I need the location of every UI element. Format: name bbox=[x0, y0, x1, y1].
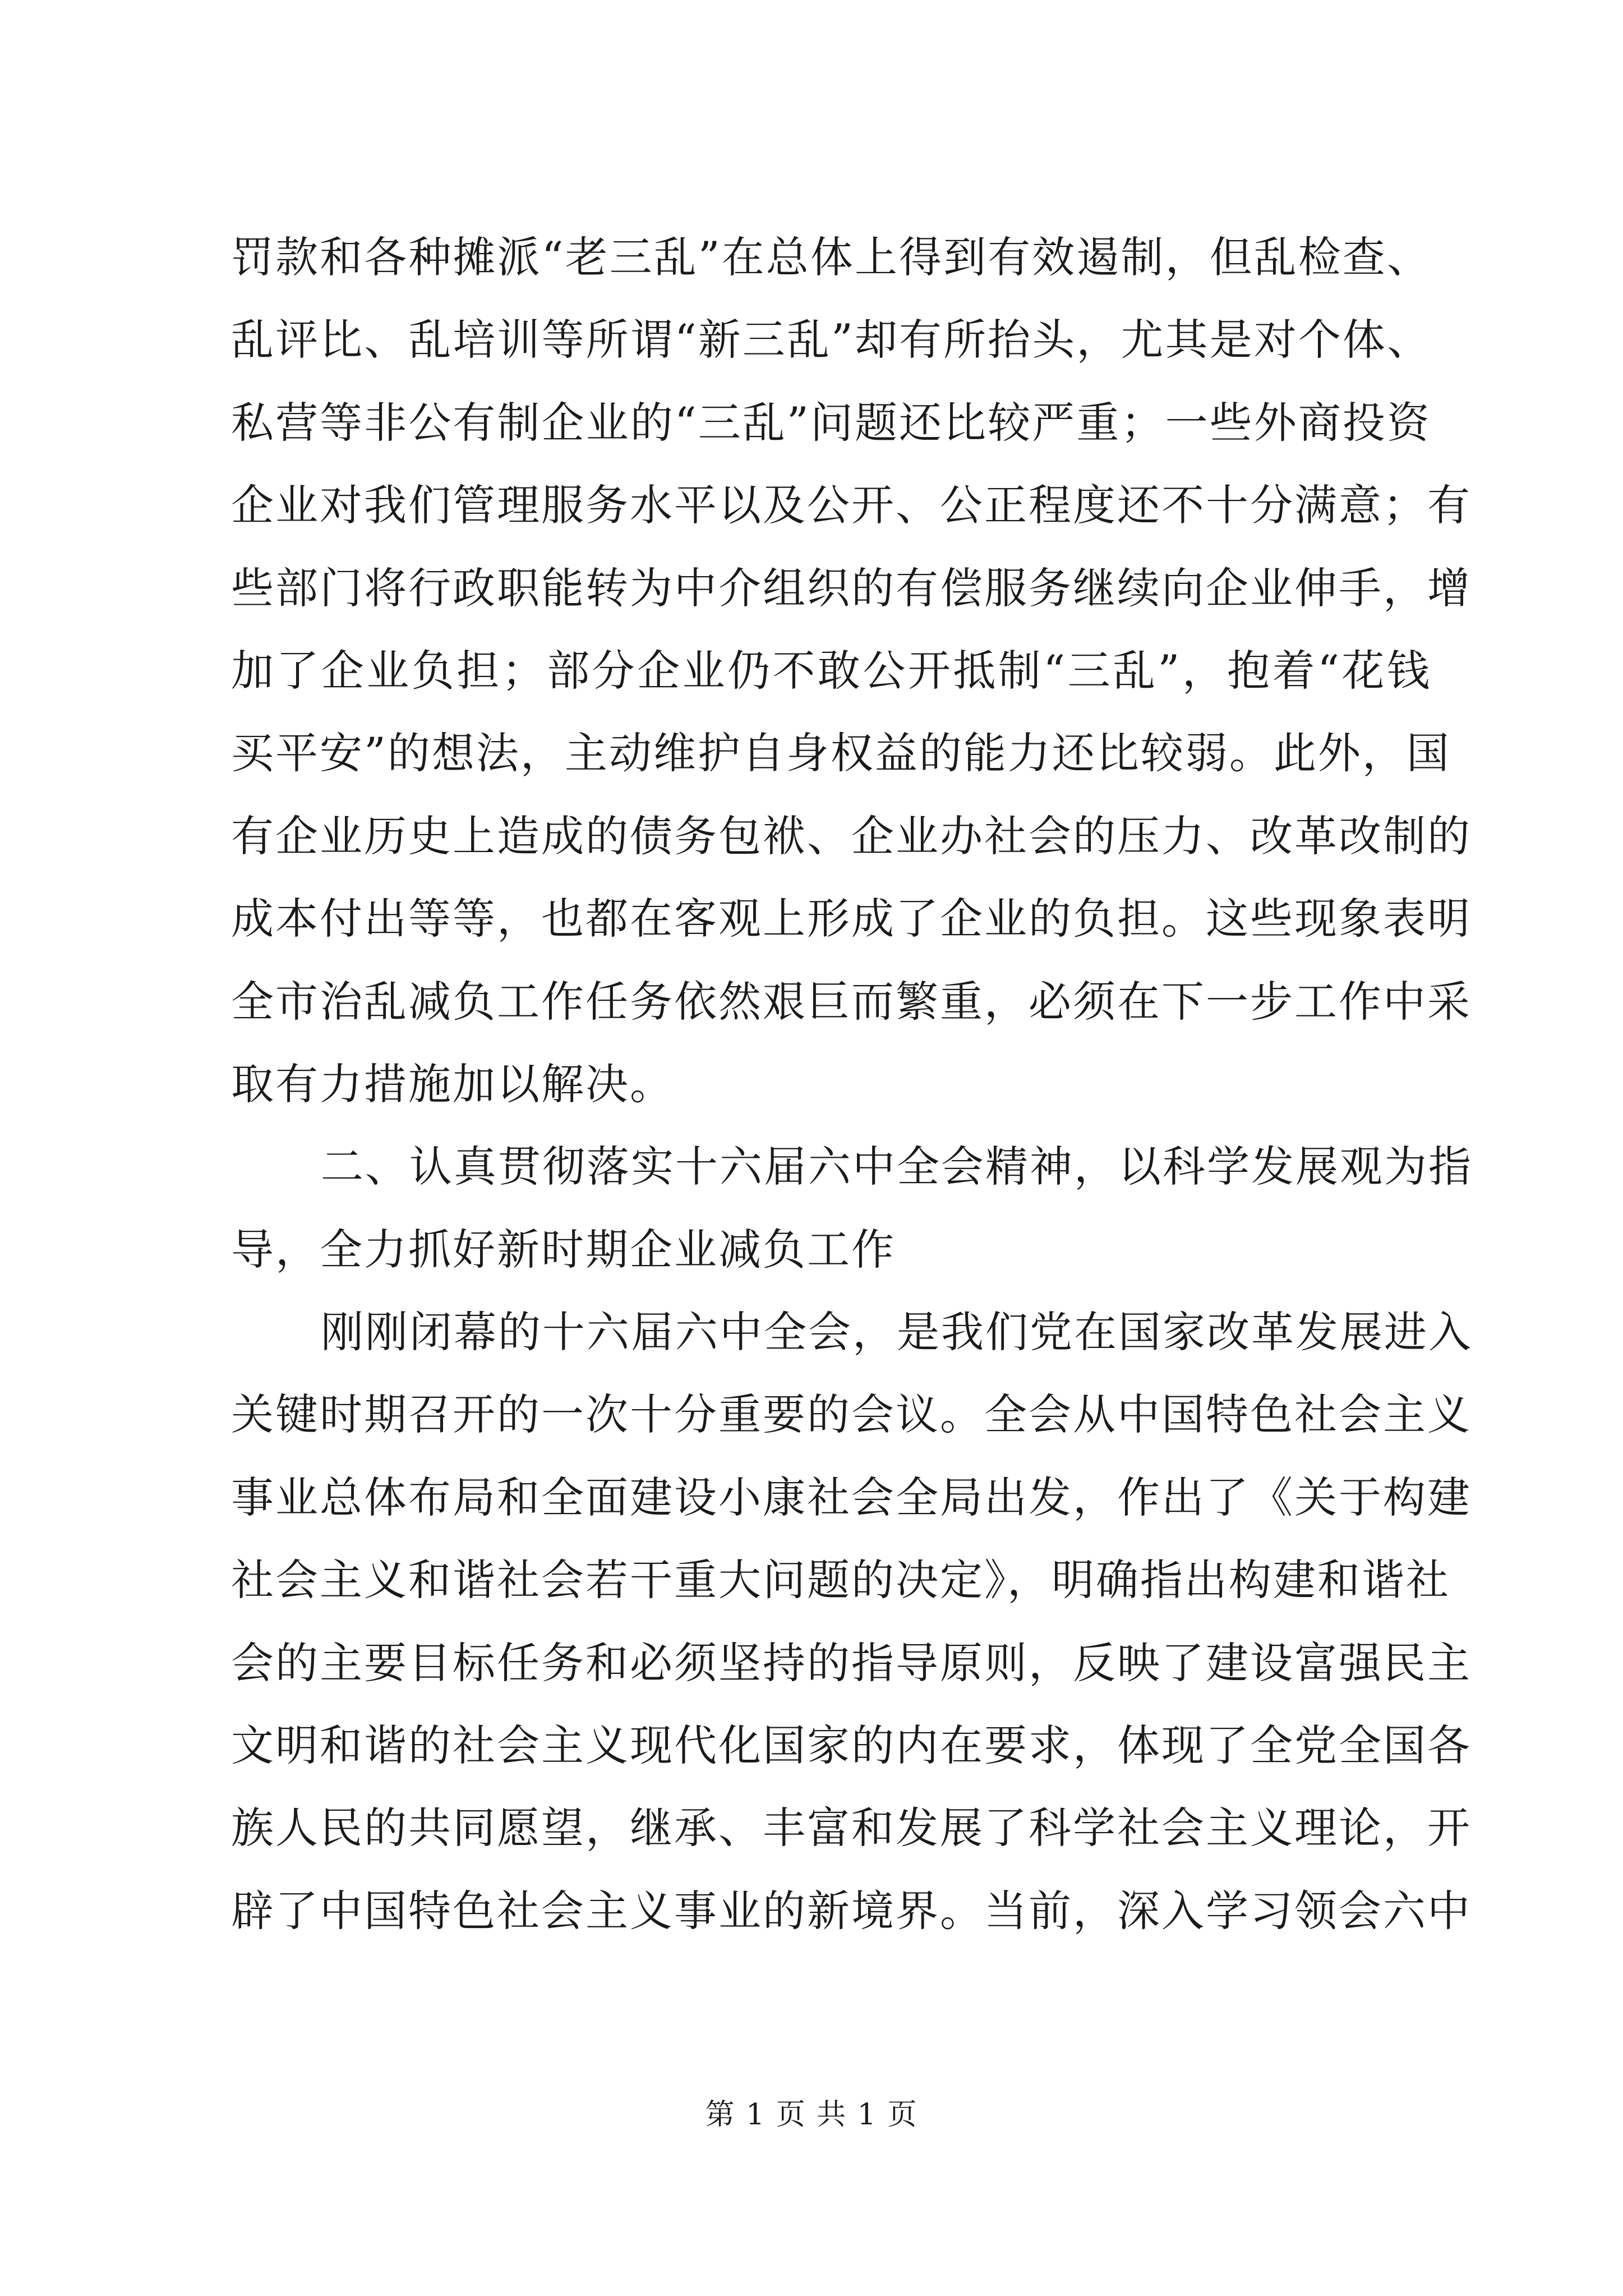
text-line: 些部门将行政职能转为中介组织的有偿服务继续向企业伸手，增 bbox=[231, 563, 1472, 613]
text-line: 辟了中国特色社会主义事业的新境界。当前，深入学习领会六中 bbox=[231, 1885, 1472, 1936]
text-line: 全市治乱减负工作任务依然艰巨而繁重，必须在下一步工作中采 bbox=[231, 976, 1472, 1027]
text-line: 买平安”的想法，主动维护自身权益的能力还比较弱。此外，国 bbox=[231, 728, 1451, 779]
text-line: 事业总体布局和全面建设小康社会全局出发，作出了《关于构建 bbox=[231, 1472, 1472, 1522]
text-line: 族人民的共同愿望，继承、丰富和发展了科学社会主义理论，开 bbox=[231, 1803, 1472, 1853]
text-line: 有企业历史上造成的债务包袱、企业办社会的压力、改革改制的 bbox=[231, 811, 1472, 861]
text-line: 会的主要目标任务和必须坚持的指导原则，反映了建设富强民主 bbox=[231, 1637, 1472, 1688]
text-line: 社会主义和谐社会若干重大问题的决定》，明确指出构建和谐社 bbox=[231, 1555, 1450, 1605]
page-footer bbox=[0, 2095, 1623, 2134]
text-line: 乱评比、乱培训等所谓“新三乱”却有所抬头，尤其是对个体、 bbox=[231, 315, 1431, 365]
text-line: 成本付出等等，也都在客观上形成了企业的负担。这些现象表明 bbox=[231, 894, 1472, 944]
text-line: 关键时期召开的一次十分重要的会议。全会从中国特色社会主义 bbox=[231, 1389, 1472, 1440]
text-line: 刚刚闭幕的十六届六中全会，是我们党在国家改革发展进入 bbox=[321, 1307, 1473, 1358]
page-number-label: 第 1 页 共 1 页 bbox=[705, 2098, 918, 2132]
text-line: 私营等非公有制企业的“三乱”问题还比较严重；一些外商投资 bbox=[231, 397, 1431, 448]
text-line: 罚款和各种摊派“老三乱”在总体上得到有效遏制，但乱检查、 bbox=[231, 232, 1431, 282]
section-heading-line: 二、认真贯彻落实十六届六中全会精神，以科学发展观为指 bbox=[321, 1142, 1473, 1192]
text-line: 加了企业负担；部分企业仍不敢公开抵制“三乱”，抱着“花钱 bbox=[231, 645, 1431, 696]
text-line: 文明和谐的社会主义现代化国家的内在要求，体现了全党全国各 bbox=[231, 1720, 1472, 1771]
text-line: 取有力措施加以解决。 bbox=[231, 1059, 674, 1109]
body-text bbox=[231, 216, 1473, 1952]
text-line: 企业对我们管理服务水平以及公开、公正程度还不十分满意；有 bbox=[231, 480, 1472, 531]
section-heading-line: 导，全力抓好新时期企业减负工作 bbox=[231, 1224, 896, 1274]
